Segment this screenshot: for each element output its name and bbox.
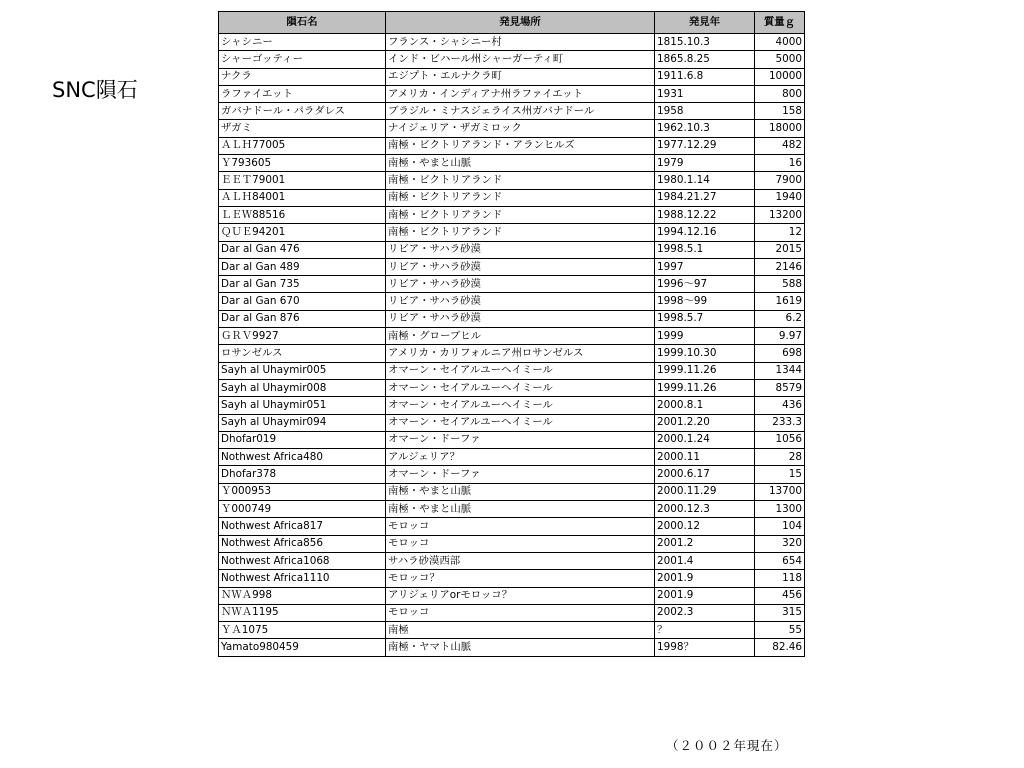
cell-mass: 28 (755, 449, 805, 466)
cell-mass: 436 (755, 397, 805, 414)
cell-discovery-year: 2000.6.17 (655, 466, 755, 483)
cell-meteorite-name: Dhofar019 (219, 431, 386, 448)
cell-mass: 12 (755, 224, 805, 241)
table-row (219, 483, 805, 500)
cell-discovery-location: 南極・ビクトリアランド・アランヒルズ (386, 137, 655, 154)
table-row (219, 328, 805, 345)
cell-discovery-location: インド・ビハール州シャーガーティ町 (386, 51, 655, 68)
cell-mass: 55 (755, 622, 805, 639)
cell-discovery-location: リビア・サハラ砂漠 (386, 310, 655, 327)
cell-meteorite-name: ＧＲＶ9927 (219, 328, 386, 345)
cell-discovery-year: 2001.4 (655, 552, 755, 569)
cell-meteorite-name: ＮＷＡ998 (219, 587, 386, 604)
cell-meteorite-name: シャーゴッティー (219, 51, 386, 68)
cell-discovery-location: フランス・シャシニー村 (386, 34, 655, 51)
cell-discovery-location: ナイジェリア・ザガミロック (386, 120, 655, 137)
table-row (219, 310, 805, 327)
cell-discovery-year: 1962.10.3 (655, 120, 755, 137)
cell-mass: 482 (755, 137, 805, 154)
cell-mass: 82.46 (755, 639, 805, 656)
cell-meteorite-name: Dar al Gan 876 (219, 310, 386, 327)
cell-mass: 9.97 (755, 328, 805, 345)
cell-mass: 320 (755, 535, 805, 552)
table-row (219, 431, 805, 448)
cell-discovery-year: 2000.1.24 (655, 431, 755, 448)
cell-meteorite-name: Nothwest Africa480 (219, 449, 386, 466)
cell-discovery-location: リビア・サハラ砂漠 (386, 293, 655, 310)
cell-meteorite-name: ザガミ (219, 120, 386, 137)
table-row (219, 51, 805, 68)
cell-discovery-year: 1997 (655, 258, 755, 275)
cell-mass: 18000 (755, 120, 805, 137)
cell-meteorite-name: Dar al Gan 489 (219, 258, 386, 275)
cell-discovery-year: 1996～97 (655, 276, 755, 293)
table-row (219, 604, 805, 621)
cell-mass: 1300 (755, 501, 805, 518)
cell-meteorite-name: Nothwest Africa1110 (219, 570, 386, 587)
cell-discovery-location: オマーン・ドーファ (386, 466, 655, 483)
cell-discovery-location: オマーン・セイアルユーヘイミール (386, 379, 655, 396)
table-row (219, 276, 805, 293)
cell-discovery-year: 2000.11.29 (655, 483, 755, 500)
cell-mass: 6.2 (755, 310, 805, 327)
meteorite-table (218, 11, 805, 657)
cell-discovery-year: 2001.2 (655, 535, 755, 552)
table-row (219, 241, 805, 258)
table-row (219, 120, 805, 137)
cell-discovery-year: 1958 (655, 103, 755, 120)
cell-discovery-year: 1979 (655, 155, 755, 172)
cell-discovery-year: 1999.11.26 (655, 379, 755, 396)
cell-discovery-location: オマーン・セイアルユーヘイミール (386, 414, 655, 431)
table-row (219, 293, 805, 310)
cell-mass: 4000 (755, 34, 805, 51)
slide-title: SNC隕石 (52, 78, 138, 102)
cell-meteorite-name: Dar al Gan 735 (219, 276, 386, 293)
cell-mass: 800 (755, 85, 805, 102)
cell-discovery-year: 1994.12.16 (655, 224, 755, 241)
cell-discovery-year: 2001.9 (655, 570, 755, 587)
cell-discovery-year: 1999.10.30 (655, 345, 755, 362)
table-row (219, 466, 805, 483)
cell-discovery-location: 南極 (386, 622, 655, 639)
cell-discovery-location: リビア・サハラ砂漠 (386, 258, 655, 275)
cell-discovery-location: リビア・サハラ砂漠 (386, 276, 655, 293)
cell-meteorite-name: Sayh al Uhaymir008 (219, 379, 386, 396)
cell-meteorite-name: Ｙ793605 (219, 155, 386, 172)
cell-meteorite-name: ＹＡ1075 (219, 622, 386, 639)
cell-mass: 1940 (755, 189, 805, 206)
cell-mass: 1619 (755, 293, 805, 310)
table-row (219, 189, 805, 206)
table-row (219, 587, 805, 604)
cell-meteorite-name: ラファイエット (219, 85, 386, 102)
table-row (219, 449, 805, 466)
cell-discovery-location: サハラ砂漠西部 (386, 552, 655, 569)
cell-mass: 456 (755, 587, 805, 604)
cell-discovery-location: 南極・やまと山脈 (386, 155, 655, 172)
cell-discovery-year: 1998？ (655, 639, 755, 656)
cell-meteorite-name: ＱＵＥ94201 (219, 224, 386, 241)
cell-meteorite-name: Dar al Gan 476 (219, 241, 386, 258)
cell-discovery-year: 2000.12 (655, 518, 755, 535)
cell-meteorite-name: ガバナドール・パラダレス (219, 103, 386, 120)
cell-mass: 7900 (755, 172, 805, 189)
cell-mass: 588 (755, 276, 805, 293)
cell-meteorite-name: Nothwest Africa1068 (219, 552, 386, 569)
cell-discovery-year: 1998～99 (655, 293, 755, 310)
table-row (219, 137, 805, 154)
cell-discovery-location: 南極・グローブヒル (386, 328, 655, 345)
cell-mass: 10000 (755, 68, 805, 85)
table-row (219, 258, 805, 275)
cell-meteorite-name: Ｙ000953 (219, 483, 386, 500)
cell-discovery-year: 2002.3 (655, 604, 755, 621)
cell-discovery-year: 1865.8.25 (655, 51, 755, 68)
cell-mass: 2146 (755, 258, 805, 275)
cell-meteorite-name: Dar al Gan 670 (219, 293, 386, 310)
cell-mass: 233.3 (755, 414, 805, 431)
column-header-year: 発見年 (655, 12, 755, 34)
table-row (219, 68, 805, 85)
cell-discovery-location: モロッコ (386, 535, 655, 552)
table-row (219, 552, 805, 569)
cell-discovery-year: 2000.12.3 (655, 501, 755, 518)
table-row (219, 345, 805, 362)
cell-discovery-year: 2000.8.1 (655, 397, 755, 414)
column-header-mass: 質量ｇ (755, 12, 805, 34)
cell-mass: 5000 (755, 51, 805, 68)
cell-meteorite-name: ＮＷＡ1195 (219, 604, 386, 621)
table-row (219, 518, 805, 535)
cell-discovery-year: 2000.11 (655, 449, 755, 466)
table-row (219, 397, 805, 414)
cell-discovery-location: オマーン・ドーファ (386, 431, 655, 448)
cell-discovery-year: 1998.5.7 (655, 310, 755, 327)
cell-discovery-location: リビア・サハラ砂漠 (386, 241, 655, 258)
table-body (219, 34, 805, 657)
table-row (219, 414, 805, 431)
column-header-location: 発見場所 (386, 12, 655, 34)
cell-discovery-location: 南極・ヤマト山脈 (386, 639, 655, 656)
cell-discovery-location: ブラジル・ミナスジェライス州ガバナドール (386, 103, 655, 120)
cell-discovery-location: 南極・ビクトリアランド (386, 172, 655, 189)
cell-discovery-location: 南極・やまと山脈 (386, 501, 655, 518)
table-row (219, 34, 805, 51)
table-row (219, 362, 805, 379)
cell-meteorite-name: Yamato980459 (219, 639, 386, 656)
cell-mass: 118 (755, 570, 805, 587)
cell-meteorite-name: ＬＥＷ88516 (219, 206, 386, 223)
cell-discovery-location: エジプト・エルナクラ町 (386, 68, 655, 85)
table-row (219, 501, 805, 518)
cell-discovery-location: 南極・やまと山脈 (386, 483, 655, 500)
cell-discovery-location: 南極・ビクトリアランド (386, 206, 655, 223)
cell-meteorite-name: シャシニー (219, 34, 386, 51)
cell-discovery-year: 2001.2.20 (655, 414, 755, 431)
cell-mass: 1344 (755, 362, 805, 379)
cell-discovery-year: 1815.10.3 (655, 34, 755, 51)
cell-mass: 315 (755, 604, 805, 621)
cell-meteorite-name: Ｙ000749 (219, 501, 386, 518)
cell-discovery-location: 南極・ビクトリアランド (386, 189, 655, 206)
cell-mass: 13700 (755, 483, 805, 500)
cell-meteorite-name: ナクラ (219, 68, 386, 85)
cell-discovery-location: アルジェリア？ (386, 449, 655, 466)
cell-mass: 13200 (755, 206, 805, 223)
cell-discovery-location: アメリカ・カリフォルニア州ロサンゼルス (386, 345, 655, 362)
cell-mass: 698 (755, 345, 805, 362)
cell-discovery-location: モロッコ (386, 604, 655, 621)
cell-discovery-year: ？ (655, 622, 755, 639)
cell-meteorite-name: ＥＥＴ79001 (219, 172, 386, 189)
cell-mass: 654 (755, 552, 805, 569)
cell-mass: 2015 (755, 241, 805, 258)
cell-discovery-location: アメリカ・インディアナ州ラファイエット (386, 85, 655, 102)
cell-mass: 8579 (755, 379, 805, 396)
cell-discovery-location: モロッコ (386, 518, 655, 535)
cell-discovery-year: 2001.9 (655, 587, 755, 604)
footnote: （２００２年現在） (666, 738, 788, 753)
cell-discovery-location: オマーン・セイアルユーヘイミール (386, 362, 655, 379)
cell-mass: 104 (755, 518, 805, 535)
table-row (219, 206, 805, 223)
column-header-name: 隕石名 (219, 12, 386, 34)
cell-meteorite-name: Nothwest Africa817 (219, 518, 386, 535)
table-row (219, 622, 805, 639)
cell-meteorite-name: Sayh al Uhaymir051 (219, 397, 386, 414)
cell-discovery-year: 1980.1.14 (655, 172, 755, 189)
cell-mass: 158 (755, 103, 805, 120)
cell-discovery-year: 1984.21.27 (655, 189, 755, 206)
cell-discovery-year: 1988.12.22 (655, 206, 755, 223)
cell-mass: 1056 (755, 431, 805, 448)
table-row (219, 155, 805, 172)
cell-discovery-year: 1931 (655, 85, 755, 102)
cell-meteorite-name: ロサンゼルス (219, 345, 386, 362)
cell-discovery-location: モロッコ？ (386, 570, 655, 587)
table-row (219, 172, 805, 189)
table-row (219, 379, 805, 396)
table-row (219, 85, 805, 102)
table-row (219, 103, 805, 120)
table-row (219, 570, 805, 587)
cell-discovery-year: 1998.5.1 (655, 241, 755, 258)
cell-meteorite-name: Sayh al Uhaymir094 (219, 414, 386, 431)
cell-meteorite-name: ＡＬＨ84001 (219, 189, 386, 206)
cell-discovery-location: アリジェリアorモロッコ？ (386, 587, 655, 604)
cell-discovery-location: 南極・ビクトリアランド (386, 224, 655, 241)
table-header-row (219, 12, 805, 34)
cell-meteorite-name: Sayh al Uhaymir005 (219, 362, 386, 379)
cell-meteorite-name: Nothwest Africa856 (219, 535, 386, 552)
table-row (219, 224, 805, 241)
cell-discovery-year: 1977.12.29 (655, 137, 755, 154)
table-row (219, 639, 805, 656)
cell-discovery-year: 1999 (655, 328, 755, 345)
cell-discovery-location: オマーン・セイアルユーヘイミール (386, 397, 655, 414)
cell-meteorite-name: Dhofar378 (219, 466, 386, 483)
cell-discovery-year: 1999.11.26 (655, 362, 755, 379)
cell-discovery-year: 1911.6.8 (655, 68, 755, 85)
cell-mass: 15 (755, 466, 805, 483)
cell-mass: 16 (755, 155, 805, 172)
cell-meteorite-name: ＡＬＨ77005 (219, 137, 386, 154)
table-row (219, 535, 805, 552)
